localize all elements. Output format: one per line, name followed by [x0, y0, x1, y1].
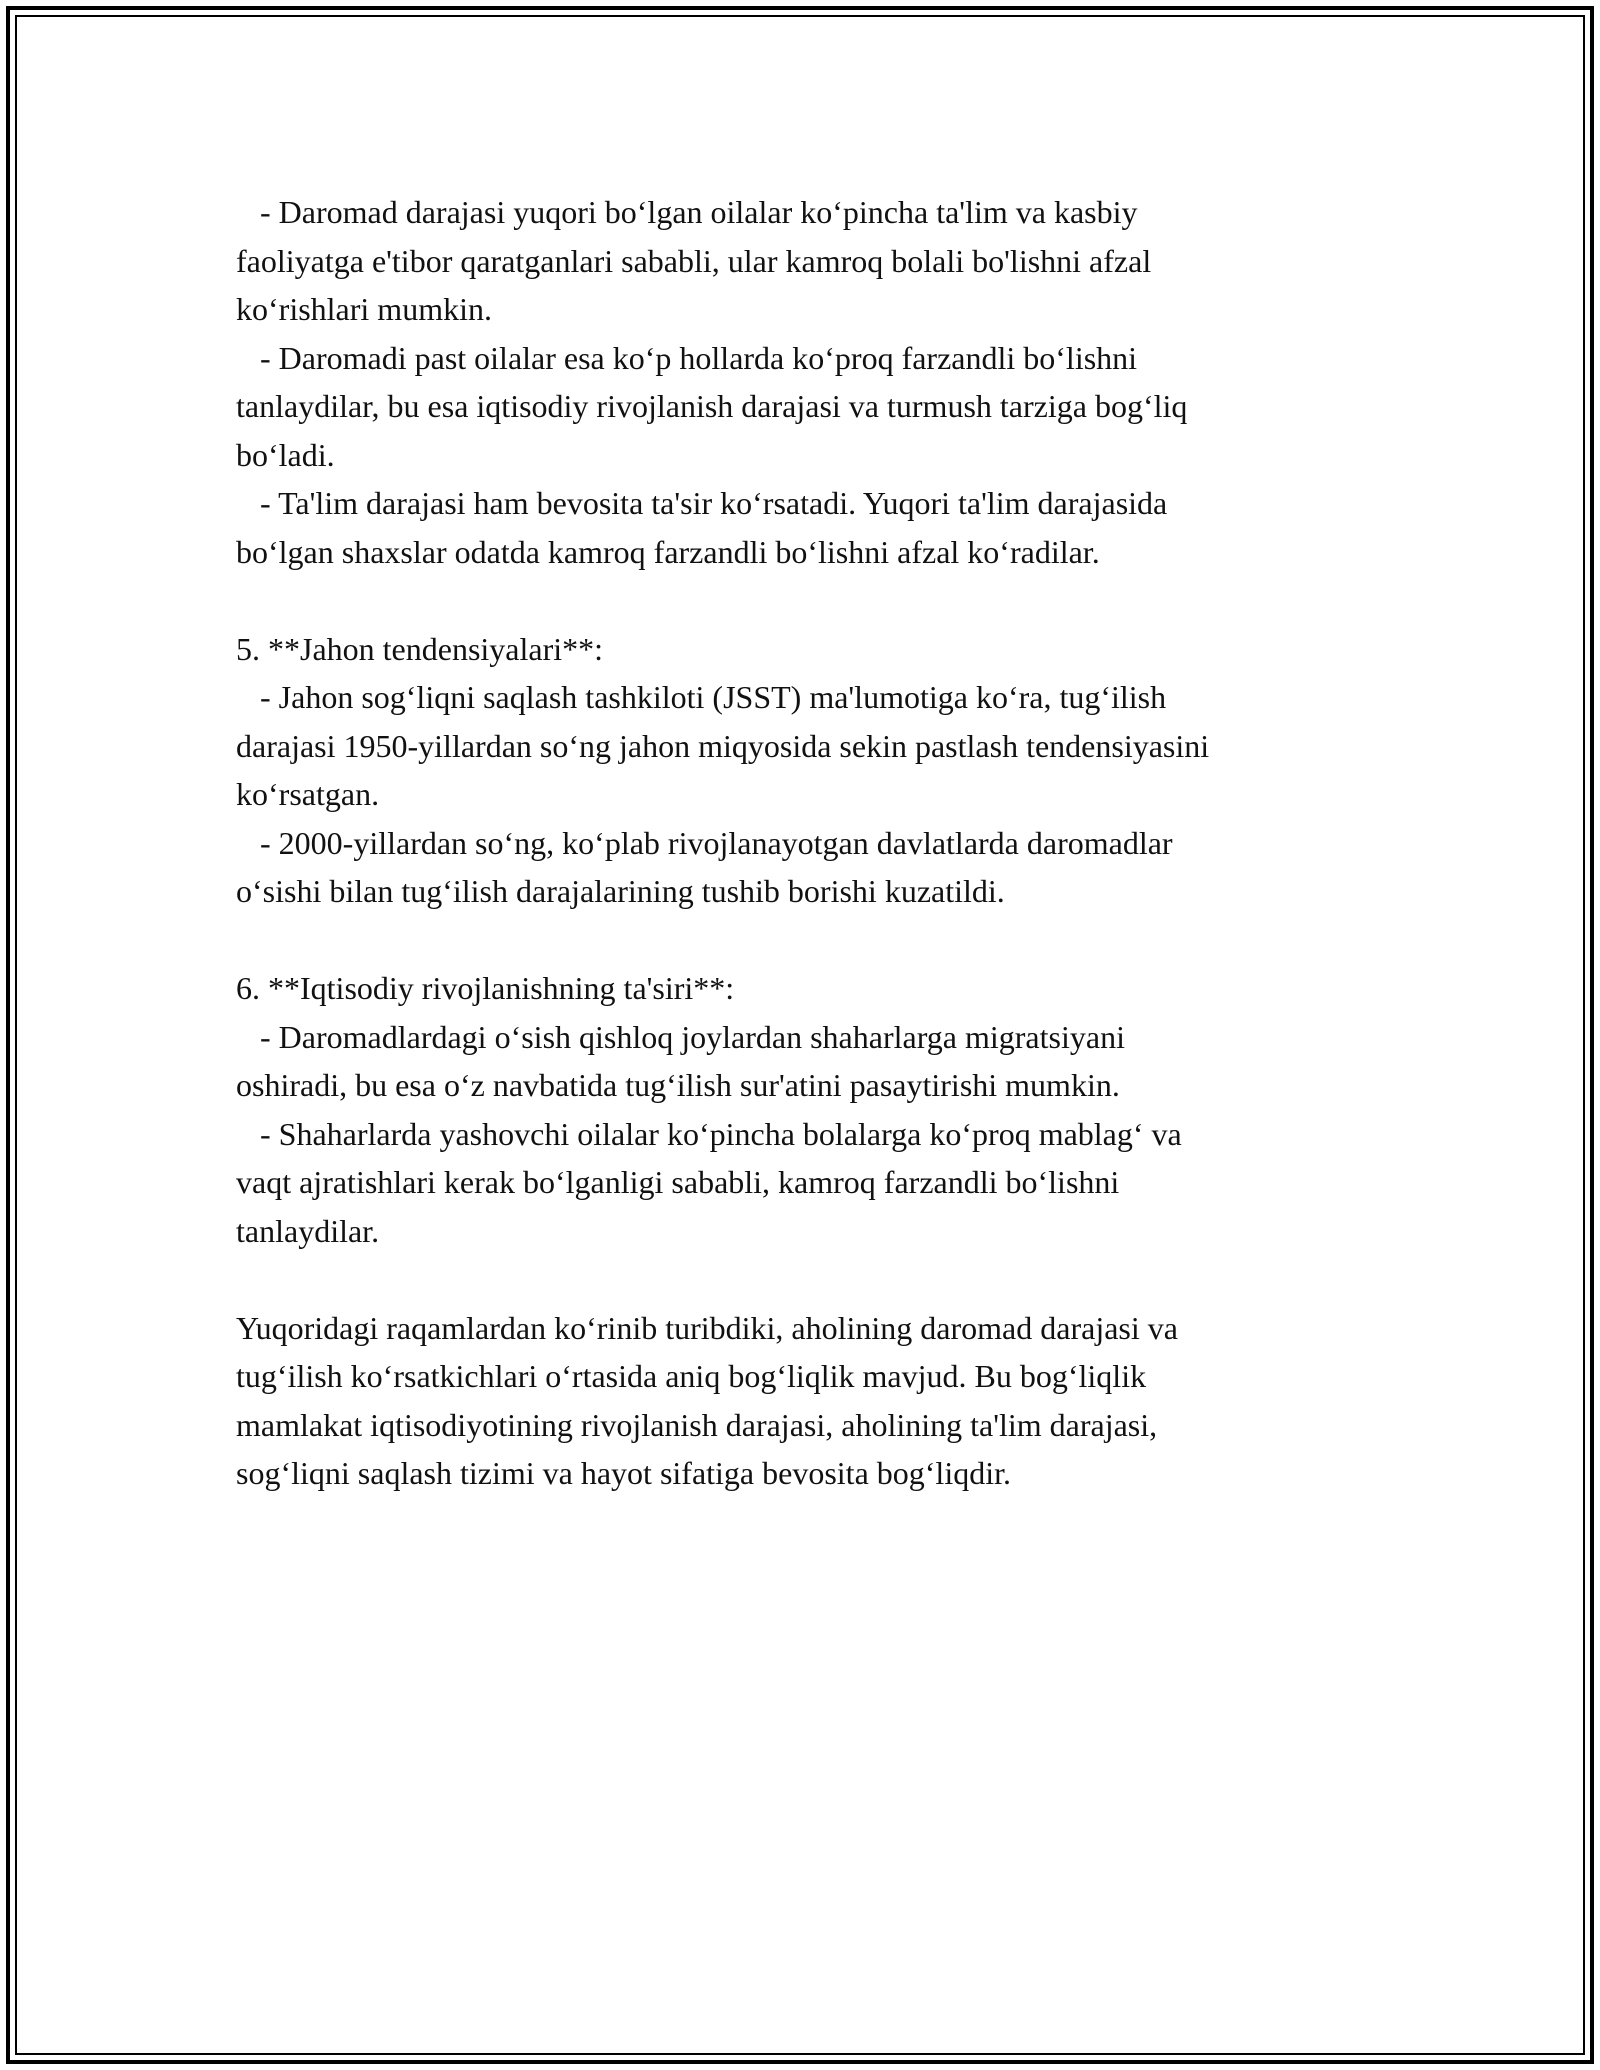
text-line: oshiradi, bu esa oʻz navbatida tugʻilish sur'atini pasaytirishi mumkin.: [236, 1067, 1120, 1103]
text-line: darajasi 1950-yillardan soʻng jahon miqyosida sekin pastlash tendensiyasini: [236, 727, 1210, 764]
text-line: - Daromadi past oilalar esa koʻp hollarda koʻproq farzandli boʻlishni: [236, 339, 1138, 376]
paragraph-spacer: [236, 576, 1376, 625]
paragraph-spacer: [236, 916, 1376, 965]
paragraph-conclusion: [236, 1304, 1376, 1498]
text-line: tanlaydilar, bu esa iqtisodiy rivojlanish darajasi va turmush tarziga bogʻliq: [236, 388, 1188, 424]
section-world-trends: [236, 625, 1376, 916]
text-line: - Ta'lim darajasi ham bevosita ta'sir koʻrsatadi. Yuqori ta'lim darajasida: [236, 485, 1168, 521]
text-line: tanlaydilar.: [236, 1212, 380, 1249]
text-line: faoliyatga e'tibor qaratganlari sababli, ular kamroq bolali bo'lishni afzal: [236, 242, 1152, 279]
text-line: - Jahon sogʻliqni saqlash tashkiloti (JSST) ma'lumotiga koʻra, tugʻilish: [236, 679, 1167, 715]
text-line: - Shaharlarda yashovchi oilalar koʻpincha bolalarga koʻproq mablagʻ va: [236, 1115, 1182, 1152]
text-line: - Daromadlardagi oʻsish qishloq joylardan shaharlarga migratsiyani: [236, 1018, 1125, 1055]
paragraph-spacer: [236, 1255, 1376, 1304]
document-body: [236, 188, 1376, 1498]
text-line: koʻrishlari mumkin.: [236, 291, 492, 327]
text-line: mamlakat iqtisodiyotining rivojlanish darajasi, aholining ta'lim darajasi,: [236, 1406, 1158, 1443]
text-line: - Daromad darajasi yuqori boʻlgan oilalar koʻpincha ta'lim va kasbiy: [236, 194, 1138, 230]
text-line: vaqt ajratishlari kerak boʻlganligi sababli, kamroq farzandli boʻlishni: [236, 1164, 1120, 1200]
paragraph-income-effects: [236, 188, 1376, 576]
text-line: koʻrsatgan.: [236, 776, 380, 812]
section-heading: 5. **Jahon tendensiyalari**:: [236, 630, 604, 667]
section-economic-development: [236, 964, 1376, 1255]
text-line: Yuqoridagi raqamlardan koʻrinib turibdiki, aholining daromad darajasi va: [236, 1309, 1178, 1346]
text-line: sogʻliqni saqlash tizimi va hayot sifatiga bevosita bogʻliqdir.: [236, 1455, 1011, 1491]
text-line: - 2000-yillardan soʻng, koʻplab rivojlanayotgan davlatlarda daromadlar: [236, 824, 1173, 861]
text-line: tugʻilish koʻrsatkichlari oʻrtasida aniq bogʻliqlik mavjud. Bu bogʻliqlik: [236, 1358, 1147, 1394]
text-line: oʻsishi bilan tugʻilish darajalarining tushib borishi kuzatildi.: [236, 873, 1005, 909]
text-line: boʻlgan shaxslar odatda kamroq farzandli boʻlishni afzal koʻradilar.: [236, 533, 1100, 570]
section-heading: 6. **Iqtisodiy rivojlanishning ta'siri**:: [236, 970, 735, 1006]
text-line: boʻladi.: [236, 436, 335, 473]
